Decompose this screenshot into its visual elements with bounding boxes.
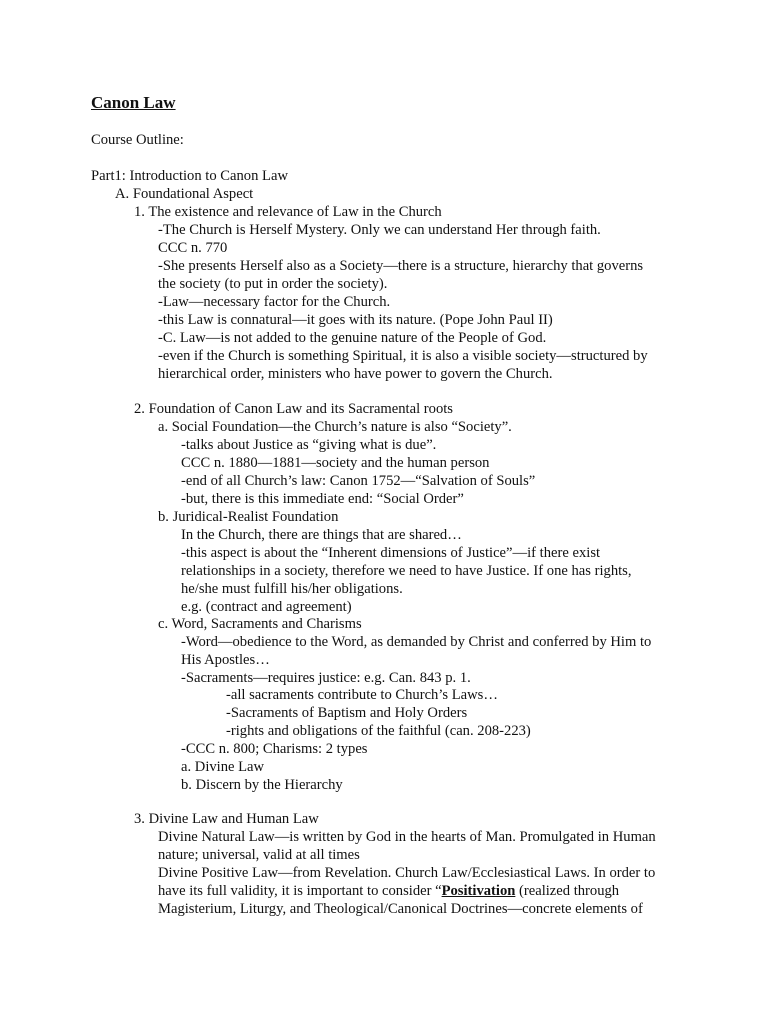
part1-heading: Part1: Introduction to Canon Law (91, 168, 288, 184)
item1-line: -even if the Church is something Spiritual, it is also a visible society—structured by (158, 348, 648, 364)
section-a-heading: A. Foundational Aspect (115, 186, 254, 202)
item2-heading: 2. Foundation of Canon Law and its Sacramental roots (134, 401, 453, 417)
item2-b-line: e.g. (contract and agreement) (181, 599, 352, 615)
item2-a-line: CCC n. 1880—1881—society and the human person (181, 455, 490, 471)
item2-b-heading: b. Juridical-Realist Foundation (158, 509, 339, 525)
item1-line: -The Church is Herself Mystery. Only we can understand Her through faith. (158, 222, 601, 238)
course-outline-label: Course Outline: (91, 132, 184, 148)
item2-a-line: -end of all Church’s law: Canon 1752—“Salvation of Souls” (181, 473, 536, 489)
item2-b-line: In the Church, there are things that are shared… (181, 527, 462, 543)
item1-line: -She presents Herself also as a Society—there is a structure, hierarchy that governs (158, 258, 644, 274)
item2-c-tail: a. Divine Law (181, 759, 265, 775)
item2-a-line: -talks about Justice as “giving what is due”. (181, 437, 437, 453)
item1-heading: 1. The existence and relevance of Law in the Church (134, 204, 442, 220)
document-title: Canon Law (91, 93, 176, 112)
item1-line: hierarchical order, ministers who have power to govern the Church. (158, 366, 553, 382)
item2-c-tail: -CCC n. 800; Charisms: 2 types (181, 741, 368, 757)
item1-line: CCC n. 770 (158, 240, 228, 256)
item3-positivation-line (158, 882, 619, 900)
item2-c-line: -Word—obedience to the Word, as demanded by Christ and conferred by Him to (181, 634, 652, 650)
item3-line: nature; universal, valid at all times (158, 847, 360, 863)
item2-c-subline: -rights and obligations of the faithful (can. 208-223) (226, 723, 531, 739)
item2-c-heading: c. Word, Sacraments and Charisms (158, 616, 362, 632)
item1-line: -C. Law—is not added to the genuine nature of the People of God. (158, 330, 547, 346)
item3-line: Divine Natural Law—is written by God in the hearts of Man. Promulgated in Human (158, 829, 656, 845)
item3-pos-before: have its full validity, it is important to consider “ (158, 883, 442, 899)
item1-line: -this Law is connatural—it goes with its nature. (Pope John Paul II) (158, 312, 553, 328)
item2-a-heading: a. Social Foundation—the Church’s nature is also “Society”. (158, 419, 512, 435)
item2-c-line: His Apostles… (181, 652, 270, 668)
positivation-term: Positivation (441, 883, 516, 899)
item3-line: Magisterium, Liturgy, and Theological/Canonical Doctrines—concrete elements of (158, 901, 643, 917)
item2-c-subline: -all sacraments contribute to Church’s Laws… (226, 687, 498, 703)
item2-c-subline: -Sacraments of Baptism and Holy Orders (226, 705, 468, 721)
item3-heading: 3. Divine Law and Human Law (134, 811, 319, 827)
item1-line: the society (to put in order the society). (158, 276, 388, 292)
item2-b-line: he/she must fulfill his/her obligations. (181, 581, 403, 597)
item2-c-line: -Sacraments—requires justice: e.g. Can. 843 p. 1. (181, 670, 471, 686)
item3-line: Divine Positive Law—from Revelation. Church Law/Ecclesiastical Laws. In order to (158, 865, 656, 881)
item2-b-line: -this aspect is about the “Inherent dimensions of Justice”—if there exist (181, 545, 601, 561)
item1-line: -Law—necessary factor for the Church. (158, 294, 391, 310)
item3-pos-after: (realized through (515, 883, 620, 899)
item2-a-line: -but, there is this immediate end: “Social Order” (181, 491, 464, 507)
item2-c-tail: b. Discern by the Hierarchy (181, 777, 343, 793)
item2-b-line: relationships in a society, therefore we need to have Justice. If one has rights, (181, 563, 632, 579)
